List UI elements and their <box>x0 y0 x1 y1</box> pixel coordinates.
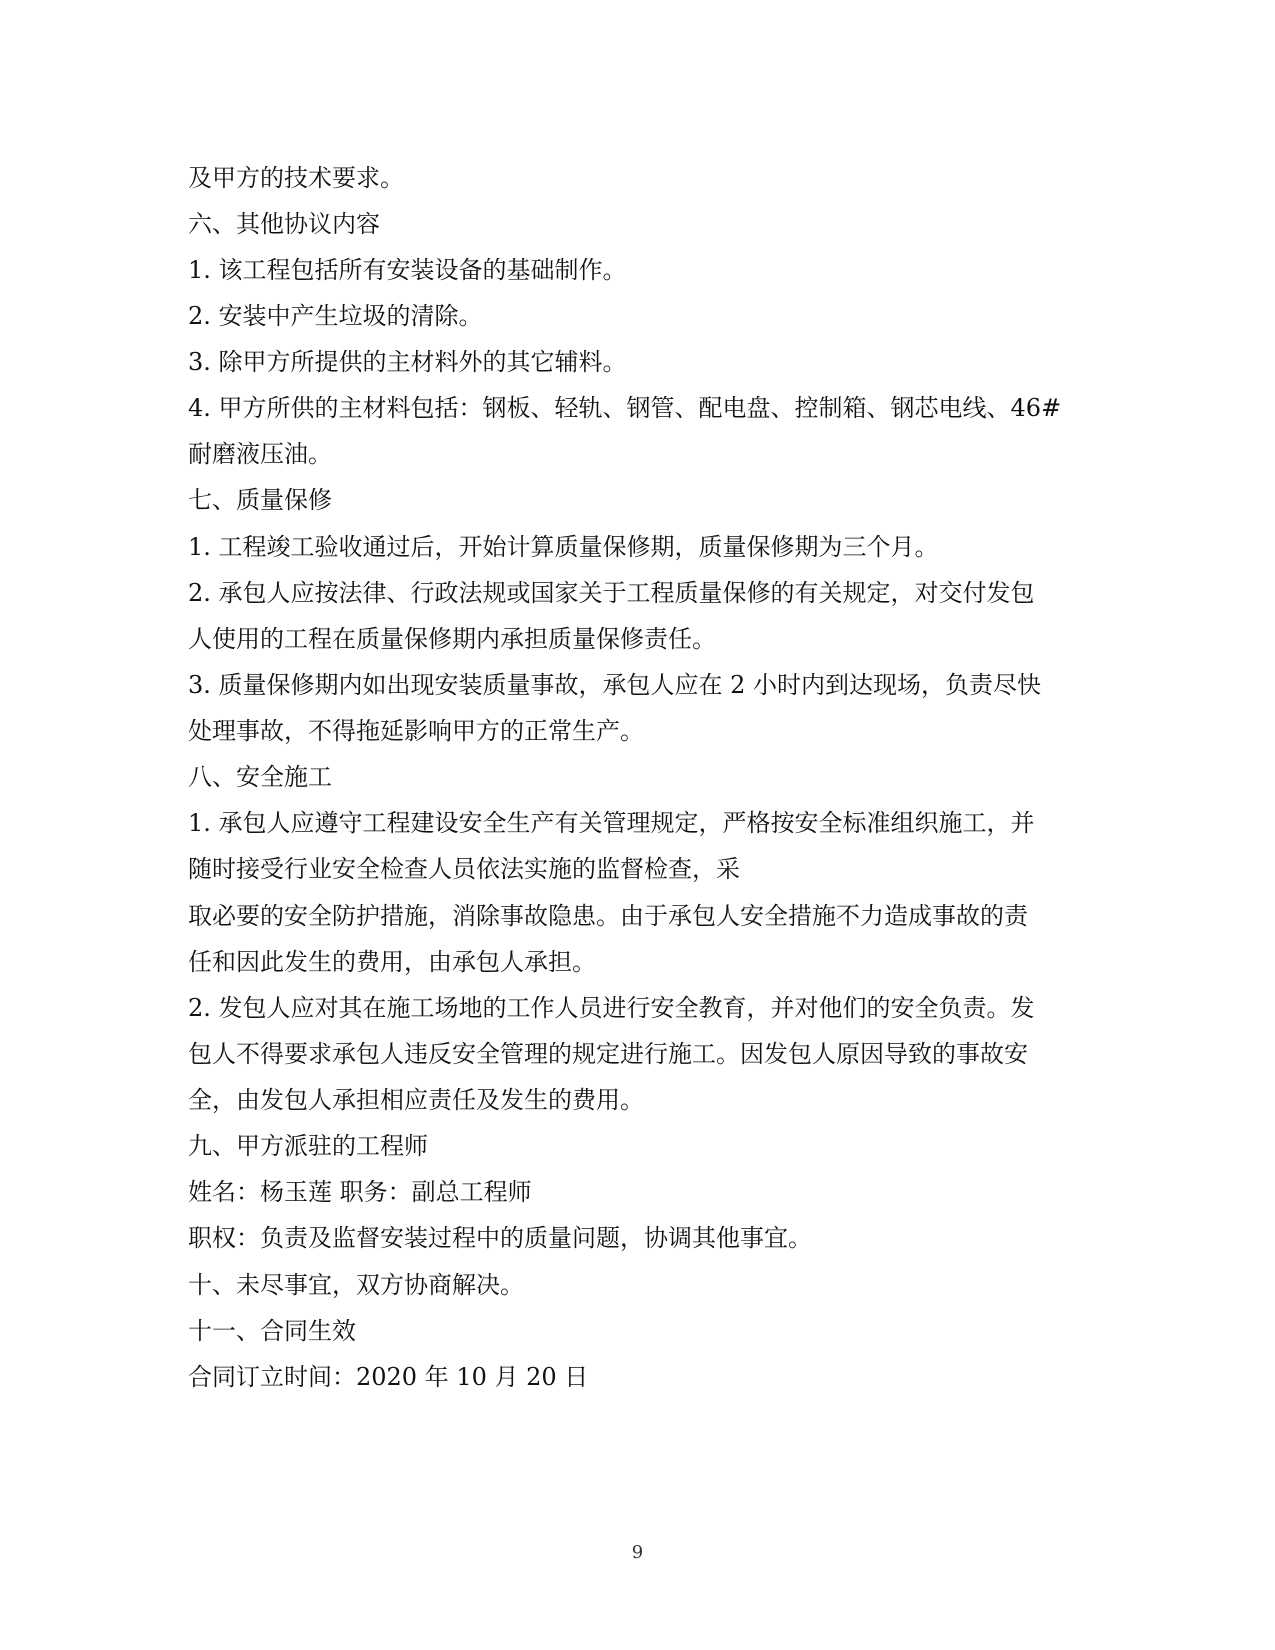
section-heading: 九、甲方派驻的工程师 <box>188 1132 428 1160</box>
text-line: 处理事故，不得拖延影响甲方的正常生产。 <box>188 717 644 745</box>
text-line: 3. 质量保修期内如出现安装质量事故，承包人应在 2 小时内到达现场，负责尽快 <box>188 671 1042 699</box>
text-line: 随时接受行业安全检查人员依法实施的监督检查，采 <box>188 855 740 883</box>
text-line: 姓名：杨玉莲 职务：副总工程师 <box>188 1178 532 1206</box>
text-line: 1. 该工程包括所有安装设备的基础制作。 <box>188 256 627 284</box>
text-line: 取必要的安全防护措施，消除事故隐患。由于承包人安全措施不力造成事故的责 <box>188 902 1028 930</box>
text-line: 1. 承包人应遵守工程建设安全生产有关管理规定，严格按安全标准组织施工，并 <box>188 809 1035 837</box>
section-heading: 十一、合同生效 <box>188 1317 356 1345</box>
text-line: 合同订立时间：2020 年 10 月 20 日 <box>188 1363 589 1391</box>
text-line: 2. 承包人应按法律、行政法规或国家关于工程质量保修的有关规定，对交付发包 <box>188 579 1035 607</box>
section-heading: 八、安全施工 <box>188 763 332 791</box>
text-line: 人使用的工程在质量保修期内承担质量保修责任。 <box>188 625 716 653</box>
text-line: 任和因此发生的费用，由承包人承担。 <box>188 948 596 976</box>
text-line: 全，由发包人承担相应责任及发生的费用。 <box>188 1086 644 1114</box>
text-line: 职权：负责及监督安装过程中的质量问题，协调其他事宜。 <box>188 1224 812 1252</box>
text-line: 2. 安装中产生垃圾的清除。 <box>188 302 483 330</box>
section-heading: 十、未尽事宜，双方协商解决。 <box>188 1271 524 1299</box>
section-heading: 六、其他协议内容 <box>188 210 380 238</box>
text-line: 4. 甲方所供的主材料包括：钢板、轻轨、钢管、配电盘、控制箱、钢芯电线、46# <box>188 394 1062 422</box>
text-line: 2. 发包人应对其在施工场地的工作人员进行安全教育，并对他们的安全负责。发 <box>188 994 1035 1022</box>
text-line: 耐磨液压油。 <box>188 440 332 468</box>
text-line: 及甲方的技术要求。 <box>188 164 404 192</box>
text-line: 包人不得要求承包人违反安全管理的规定进行施工。因发包人原因导致的事故安 <box>188 1040 1028 1068</box>
text-line: 1. 工程竣工验收通过后，开始计算质量保修期，质量保修期为三个月。 <box>188 533 939 561</box>
page-number: 9 <box>631 1542 644 1563</box>
text-line: 3. 除甲方所提供的主材料外的其它辅料。 <box>188 348 627 376</box>
section-heading: 七、质量保修 <box>188 486 332 514</box>
